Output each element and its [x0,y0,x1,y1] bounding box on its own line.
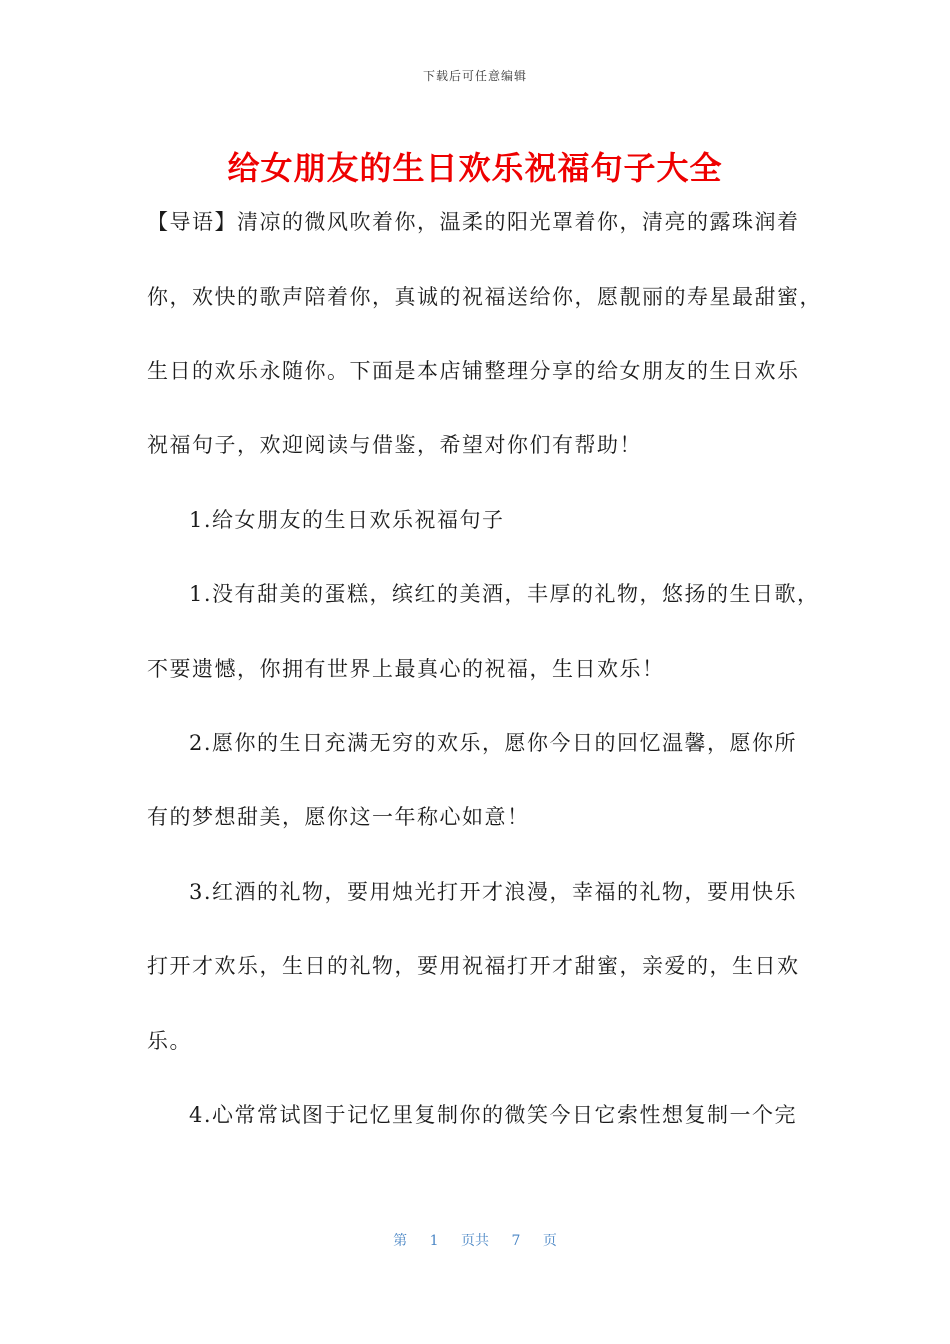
footer-total-number: 7 [511,1233,521,1249]
footer-page-label: 第 [393,1233,408,1249]
body-line-item2-b: 有的梦想甜美，愿你这一年称心如意！ [147,805,530,829]
page-footer [0,1230,950,1250]
body-line-intro-3: 生日的欢乐永随你。下面是本店铺整理分享的给女朋友的生日欢乐 [147,359,800,383]
body-line-item3-c: 乐。 [147,1029,192,1053]
footer-page-unit: 页 [542,1233,557,1249]
body-line-item3-a: 3.红酒的礼物，要用烛光打开才浪漫，幸福的礼物，要用快乐 [189,880,798,904]
body-line-intro-2: 你，欢快的歌声陪着你，真诚的祝福送给你，愿靓丽的寿星最甜蜜， [147,285,822,309]
body-line-item4-a: 4.心常常试图于记忆里复制你的微笑今日它索性想复制一个完 [189,1103,798,1127]
document-title: 给女朋友的生日欢乐祝福句子大全 [227,149,723,187]
body-line-item2-a: 2.愿你的生日充满无穷的欢乐，愿你今日的回忆温馨，愿你所 [189,731,798,755]
section-heading: 1.给女朋友的生日欢乐祝福句子 [189,508,505,532]
page-header-note: 下载后可任意编辑 [422,69,527,83]
body-line-item1-b: 不要遗憾，你拥有世界上最真心的祝福，生日欢乐！ [147,657,665,681]
footer-total-label: 页共 [461,1233,489,1249]
footer-page-number: 1 [429,1233,439,1249]
body-line-intro-4: 祝福句子，欢迎阅读与借鉴，希望对你们有帮助！ [147,433,642,457]
body-line-item3-b: 打开才欢乐，生日的礼物，要用祝福打开才甜蜜，亲爱的，生日欢 [147,954,800,978]
body-line-intro-1: 【导语】清凉的微风吹着你，温柔的阳光罩着你，清亮的露珠润着 [147,210,800,234]
body-line-item1-a: 1.没有甜美的蛋糕，缤红的美酒，丰厚的礼物，悠扬的生日歌， [189,582,820,606]
